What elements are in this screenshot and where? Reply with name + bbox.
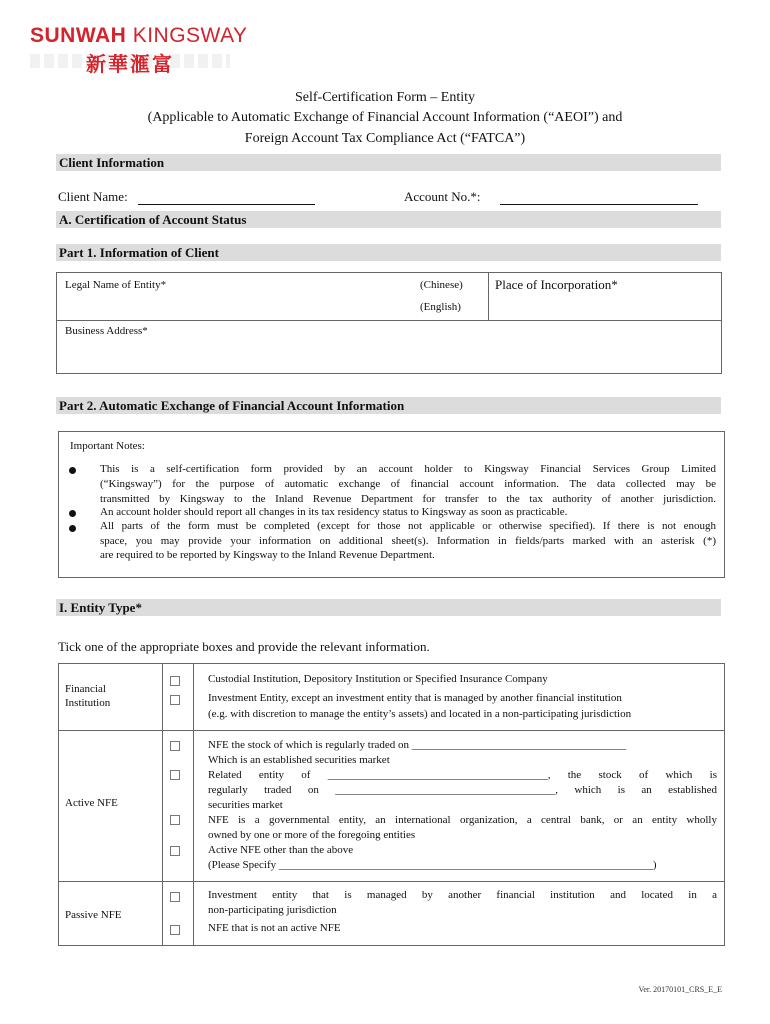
passive-nfe-label: Passive NFE xyxy=(65,909,122,921)
pnfe-option-2: NFE that is not an active NFE xyxy=(208,922,341,934)
account-no-field[interactable] xyxy=(500,204,698,205)
chinese-name-field[interactable]: (Chinese) xyxy=(420,279,463,291)
pnfe-investment-checkbox[interactable] xyxy=(170,892,180,902)
note-1-line-2: (“Kingsway”) for the purpose of automatic exchange of financial account information. The data collected may be xyxy=(100,478,716,490)
fi-label-1: Financial xyxy=(65,683,106,695)
table-divider xyxy=(193,663,194,946)
table-divider xyxy=(58,730,725,731)
form-subtitle-1: (Applicable to Automatic Exchange of Financial Account Information (“AEOI”) and xyxy=(147,110,623,125)
fi-option-2-line-1: Investment Entity, except an investment entity that is managed by another financial institution xyxy=(208,692,622,704)
logo-light-text: KINGSWAY xyxy=(132,24,248,47)
anfe-option-2-line-3: securities market xyxy=(208,799,283,811)
version-footer: Ver. 20170101_CRS_E_E xyxy=(638,985,722,994)
anfe-option-2-line-1[interactable]: Related entity of ________________________________________, the stock of which is xyxy=(208,769,717,781)
entity-type-instruction: Tick one of the appropriate boxes and provide the relevant information. xyxy=(58,639,430,654)
bullet-icon xyxy=(69,467,76,474)
note-2: An account holder should report all changes in its tax residency status to Kingsway as soon as practicable. xyxy=(100,506,568,518)
part1-header: Part 1. Information of Client xyxy=(56,244,721,261)
client-name-field[interactable] xyxy=(138,204,315,205)
fi-label-2: Institution xyxy=(65,697,111,709)
part2-header: Part 2. Automatic Exchange of Financial Account Information xyxy=(56,397,721,414)
table-divider xyxy=(162,663,163,946)
legal-name-label: Legal Name of Entity* xyxy=(65,279,167,291)
entity-type-table xyxy=(58,663,725,946)
bullet-icon xyxy=(69,525,76,532)
logo-chinese: 新華滙富 xyxy=(86,52,174,76)
table-divider xyxy=(488,272,489,320)
entity-type-header: I. Entity Type* xyxy=(56,599,721,616)
anfe-option-1-line-2: Which is an established securities market xyxy=(208,754,390,766)
anfe-option-4-line-2[interactable]: (Please Specify ____________________________________________________________________) xyxy=(208,859,657,871)
client-name-label: Client Name: xyxy=(58,189,128,204)
table-divider xyxy=(58,881,725,882)
table-divider xyxy=(56,320,722,321)
account-no-label: Account No.*: xyxy=(404,189,481,204)
fi-option-1: Custodial Institution, Depository Institution or Specified Insurance Company xyxy=(208,673,548,685)
pnfe-option-1-line-2: non-participating jurisdiction xyxy=(208,904,337,916)
anfe-option-4-line-1: Active NFE other than the above xyxy=(208,844,354,856)
form-subtitle-2: Foreign Account Tax Compliance Act (“FATCA”) xyxy=(244,131,526,146)
anfe-option-2-line-2[interactable]: regularly traded on ________________________________________, which is an established xyxy=(208,784,717,796)
active-nfe-label: Active NFE xyxy=(65,797,118,809)
place-of-incorporation-field[interactable]: Place of Incorporation* xyxy=(495,277,618,292)
fi-option-2-line-2: (e.g. with discretion to manage the entity’s assets) and located in a non-participating jurisdiction xyxy=(208,708,632,720)
bullet-icon xyxy=(69,510,76,517)
anfe-option-1-line-1[interactable]: NFE the stock of which is regularly traded on _______________________________________ xyxy=(208,739,627,751)
fi-custodial-checkbox[interactable] xyxy=(170,676,180,686)
pnfe-not-active-checkbox[interactable] xyxy=(170,925,180,935)
client-info-header: Client Information xyxy=(56,154,721,171)
anfe-listed-checkbox[interactable] xyxy=(170,741,180,751)
note-1-line-3: transmitted by Kingsway to the Inland Revenue Department for transfer to the tax authority of another jurisdiction. xyxy=(100,493,716,505)
english-name-field[interactable]: (English) xyxy=(420,301,461,313)
note-3-line-1: All parts of the form must be completed (except for those not applicable or otherwise specified). If there is not enough xyxy=(100,520,716,532)
logo-bold-text: SUNWAH xyxy=(30,24,127,47)
logo-english xyxy=(30,24,248,48)
section-a-header: A. Certification of Account Status xyxy=(56,211,721,228)
anfe-option-3-line-1: NFE is a governmental entity, an international organization, a central bank, or an entity wholly xyxy=(208,814,717,826)
pnfe-option-1-line-1: Investment entity that is managed by another financial institution and located in a xyxy=(208,889,717,901)
anfe-governmental-checkbox[interactable] xyxy=(170,815,180,825)
anfe-option-3-line-2: owned by one or more of the foregoing entities xyxy=(208,829,416,841)
note-3-line-3: are required to be reported by Kingsway to the Inland Revenue Department. xyxy=(100,549,435,561)
business-address-field[interactable]: Business Address* xyxy=(65,325,148,337)
form-title: Self-Certification Form – Entity xyxy=(294,90,476,105)
notes-title: Important Notes: xyxy=(70,440,145,452)
note-1-line-1: This is a self-certification form provided by an account holder to Kingsway Financial Services Group Limited xyxy=(100,463,716,475)
fi-investment-checkbox[interactable] xyxy=(170,695,180,705)
anfe-other-checkbox[interactable] xyxy=(170,846,180,856)
anfe-related-checkbox[interactable] xyxy=(170,770,180,780)
note-3-line-2: space, you may provide your information on additional sheet(s). Information in fields/parts marked with an asterisk (*) xyxy=(100,535,716,547)
